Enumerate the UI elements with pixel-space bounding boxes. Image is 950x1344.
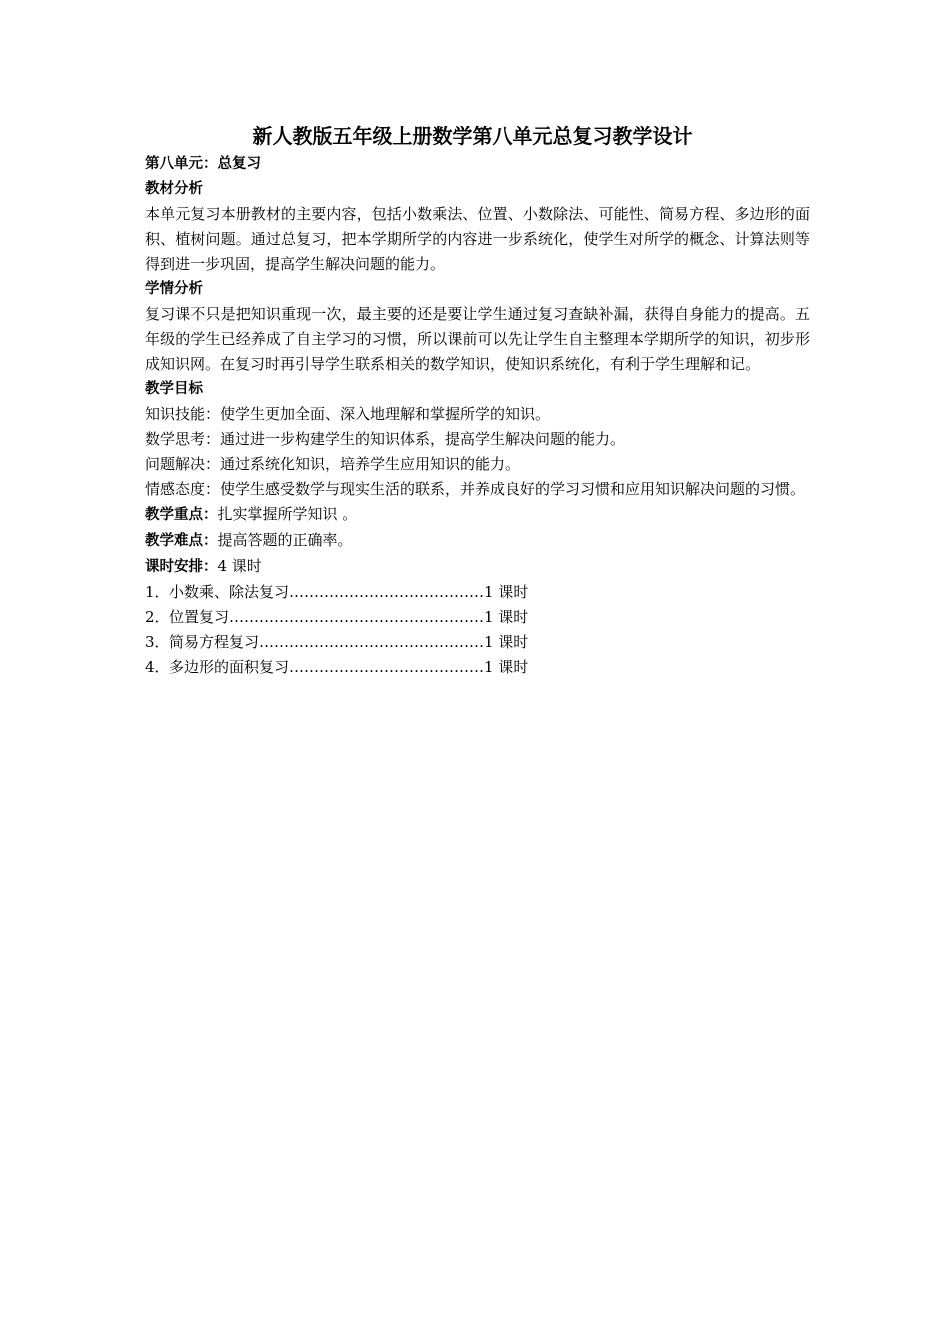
schedule-item <box>145 630 810 655</box>
difficulty-text: 提高答题的正确率。 <box>217 531 353 549</box>
goals-heading: 教学目标 <box>145 381 203 397</box>
key-point-text: 扎实掌握所学知识 。 <box>217 505 358 523</box>
goal-item: 知识技能：使学生更加全面、深入地理解和掌握所学的知识。 <box>145 405 551 423</box>
schedule-item-number: 1． <box>145 583 170 601</box>
goal-item: 问题解决：通过系统化知识，培养学生应用知识的能力。 <box>145 455 521 473</box>
schedule-item-text: 简易方程复习………………………………………1 课时 <box>169 633 529 651</box>
schedule-item-text: 多边形的面积复习…………………………………1 课时 <box>169 658 529 676</box>
schedule-item-number: 2． <box>145 608 170 626</box>
key-point-label: 教学重点： <box>145 507 218 523</box>
difficulty-label: 教学难点： <box>145 533 218 549</box>
students-heading: 学情分析 <box>145 281 203 297</box>
material-text: 本单元复习本册教材的主要内容，包括小数乘法、位置、小数除法、可能性、简易方程、多边形的面积、植树问题。通过总复习，把本学期所学的内容进一步系统化，使学生对所学的概念、计算法则等得到进一步巩固，提高学生解决问题的能力。 <box>145 205 810 273</box>
goal-item: 数学思考：通过进一步构建学生的知识体系，提高学生解决问题的能力。 <box>145 430 626 448</box>
schedule-item <box>145 580 810 605</box>
difficulty-line <box>145 528 810 554</box>
key-point-line <box>145 502 810 528</box>
unit-line: 第八单元：总复习 <box>145 156 261 172</box>
material-heading: 教材分析 <box>145 181 203 197</box>
schedule-item <box>145 605 810 630</box>
students-text: 复习课不只是把知识重现一次，最主要的还是要让学生通过复习查缺补漏，获得自身能力的提高。五年级的学生已经养成了自主学习的习惯，所以课前可以先让学生自主整理本学期所学的知识，初步形成知识网。在复习时再引导学生联系相关的数学知识，使知识系统化，有利于学生理解和记。 <box>145 305 810 373</box>
document-page <box>145 120 810 680</box>
schedule-line <box>145 554 810 580</box>
goal-item: 情感态度：使学生感受数学与现实生活的联系，并养成良好的学习习惯和应用知识解决问题的习惯。 <box>145 480 806 498</box>
document-title: 新人教版五年级上册数学第八单元总复习教学设计 <box>252 124 693 148</box>
schedule-item <box>145 655 810 680</box>
schedule-item-text: 位置复习……………………………………………1 课时 <box>169 608 529 626</box>
schedule-text: 4 课时 <box>217 557 262 575</box>
schedule-item-text: 小数乘、除法复习…………………………………1 课时 <box>169 583 529 601</box>
schedule-label: 课时安排： <box>145 559 218 575</box>
schedule-item-number: 4． <box>145 658 170 676</box>
schedule-item-number: 3． <box>145 633 170 651</box>
